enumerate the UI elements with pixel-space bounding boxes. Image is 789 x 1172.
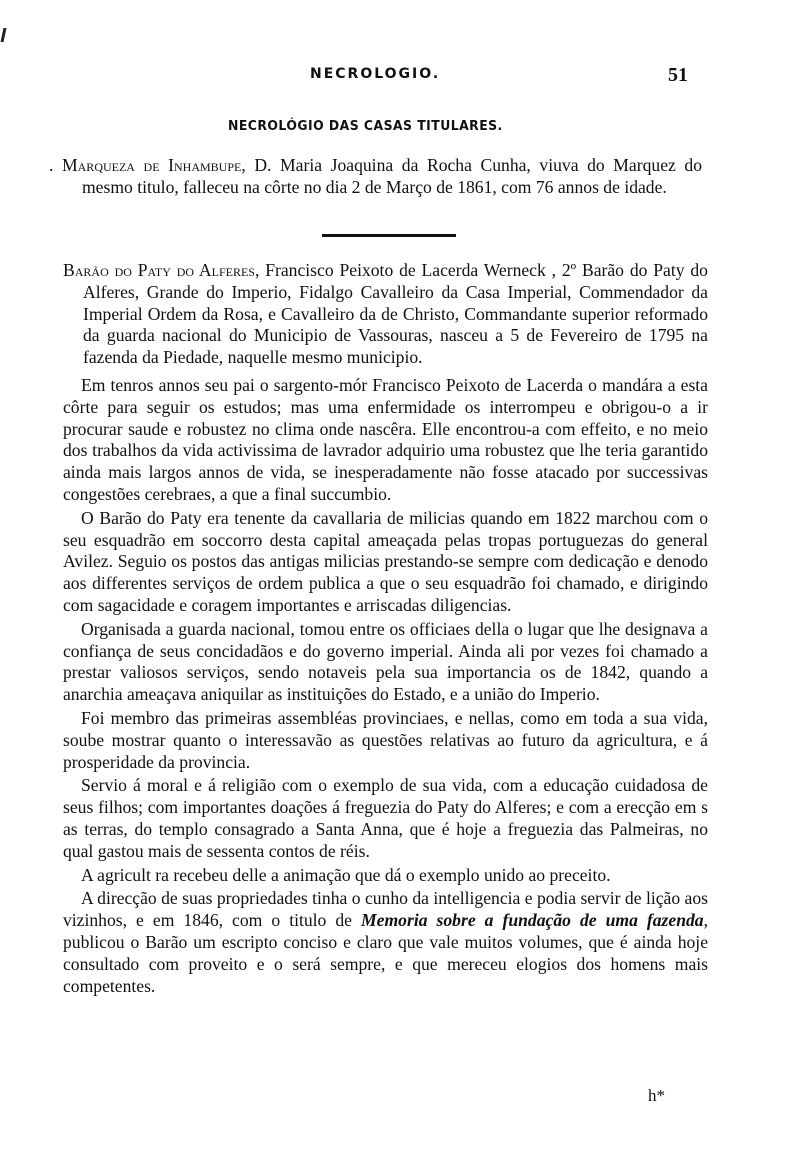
entry-text: , Francisco Peixoto de Lacerda Werneck , 2º Barão do Paty do Alferes, Grande do Imperio, Fidalgo Cavalleiro da Casa Imperial, Commendador da Imperial Ordem da Rosa, e Cavalleiro da de Christo, Commandante superior reformado da guarda nacional do Municipio de Vassouras, nasceu a 5 de Fevereiro de 1795 na fazenda da Piedade, naquelle mesmo municipio.: [83, 260, 708, 368]
entry-heading: Marqueza de Inhambupe: [62, 155, 242, 175]
running-title: NECROLOGIO.: [310, 66, 441, 82]
entry-heading: Barão do Paty do Alferes: [63, 260, 255, 280]
entry-marqueza-de-inhambupe: [49, 155, 702, 199]
page-number: 51: [668, 64, 688, 86]
section-divider: [322, 234, 456, 237]
book-title: Memoria sobre a fundação de uma fazenda: [361, 910, 704, 931]
entry-text: , D. Maria Joaquina da Rocha Cunha, viuva do Marquez do mesmo titulo, falleceu na côrte no dia 2 de Março de 1861, com 76 annos de idade.: [82, 155, 702, 197]
paragraph-text: , publicou o Barão um escripto conciso e claro que vale muitos volumes, que é ainda hoje consultado com proveito e o será sempre, e que mereceu elogios dos homens mais competentes.: [63, 910, 708, 996]
section-title: NECROLÓGIO DAS CASAS TITULARES.: [228, 118, 503, 134]
margin-mark: [1, 28, 7, 42]
paragraph: Organisada a guarda nacional, tomou entre os officiaes della o lugar que lhe designava a confiança de seus concidadãos e do governo imperial. Ainda ali por vezes foi chamado a prestar valiosos serviços, sendo notaveis pela sua importancia os de 1842, quando a anarchia ameaçava aniquilar as instituições do Estado, e a união do Imperio.: [63, 618, 708, 705]
paragraph-with-title: [63, 888, 708, 997]
paragraph: Em tenros annos seu pai o sargento-mór Francisco Peixoto de Lacerda o mandára a esta côrte para seguir os estudos; mas uma enfermidade os interrompeu e obrigou-o a ir procurar saude e robustez no clima onde nascêra. Elle encontrou-a com effeito, e no meio dos trabalhos da vida activissima de lavrador adquirio uma robustez que lhe teria garantido ainda mais largos annos de vida, se inesperadamente não fosse atacado por successivas congestões cerebraes, a que a final succumbio.: [63, 374, 708, 504]
paragraph: O Barão do Paty era tenente da cavallaria de milicias quando em 1822 marchou com o seu esquadrão em soccorro desta capital ameaçada pelas tropas portuguezas do general Avilez. Seguio os postos das antigas milicias prestando-se sempre com dedicação e denodo aos differentes serviços de ordem publica a que o seu esquadrão foi chamado, e dirigindo com sagacidade e coragem importantes e arriscadas diligencias.: [63, 507, 708, 615]
entry-barao-do-paty-do-alferes: [63, 260, 708, 997]
paragraph: A agricult ra recebeu delle a animação que dá o exemplo unido ao preceito.: [81, 864, 611, 885]
paragraph: Servio á moral e á religião com o exemplo de sua vida, com a educação cuidadosa de seus filhos; com importantes doações á freguezia do Paty do Alferes; e com a erecção em s as terras, do templo consagrado a Santa Anna, que é hoje a freguezia das Palmeiras, no qual gastou mais de sessenta contos de réis.: [63, 775, 708, 861]
signature-mark: h*: [648, 1086, 665, 1105]
bullet-mark: .: [49, 155, 54, 175]
paragraph-text: A direcção de suas propriedades tinha o cunho da intelligencia e podia servir de lição aos vizinhos, e em 1846, com o titulo de: [63, 888, 708, 931]
entry-intro: [63, 260, 708, 369]
running-head: [0, 66, 789, 90]
paragraph: Foi membro das primeiras assembléas provinciaes, e nellas, como em toda a sua vida, soube mostrar quanto o interessavão as questões relativas ao futuro da agricultura, e á prosperidade da provincia.: [63, 707, 708, 772]
